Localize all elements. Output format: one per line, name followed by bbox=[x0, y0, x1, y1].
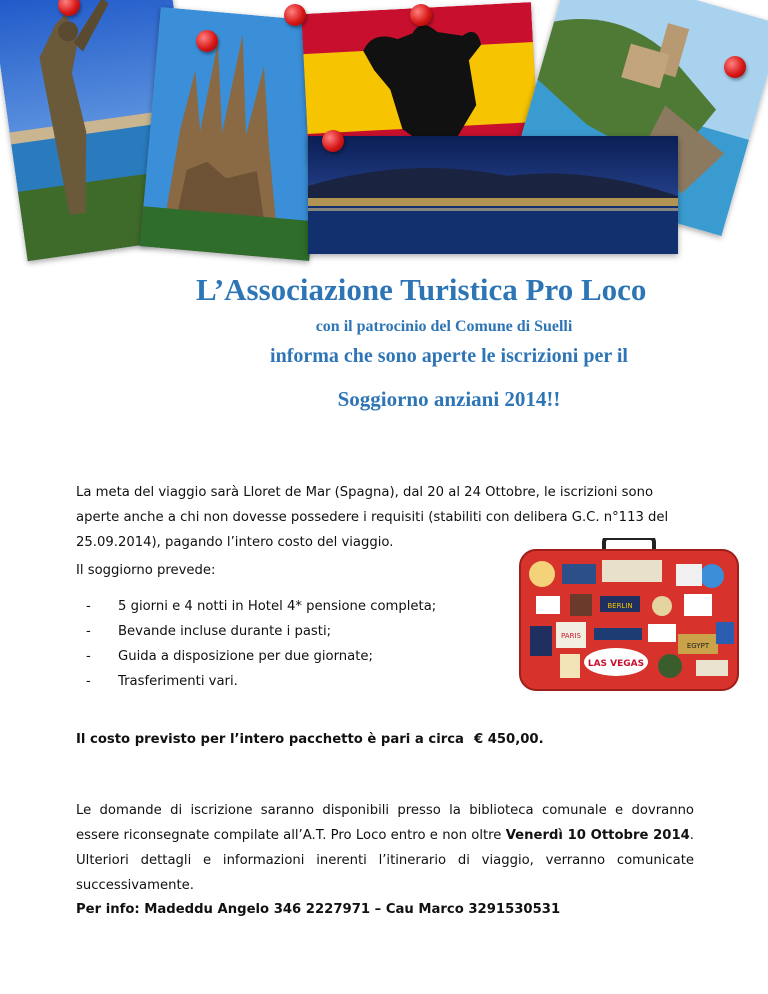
registration-text-end: . Ulteriori dettagli e informazioni inerenti l’itinerario di viaggio, verranno comunicate successivamente. bbox=[76, 828, 694, 893]
list-item-text: 5 giorni e 4 notti in Hotel 4* pensione completa; bbox=[118, 599, 437, 614]
announce-text: informa che sono aperte le iscrizioni per il bbox=[270, 345, 628, 367]
includes-intro: Il soggiorno prevede: bbox=[76, 563, 216, 578]
sticker-paris: PARIS bbox=[561, 632, 581, 640]
patronage-text: con il patrocinio del Comune di Suelli bbox=[315, 318, 573, 335]
night-city-photo bbox=[308, 136, 678, 254]
list-item-text: Trasferimenti vari. bbox=[118, 674, 238, 689]
list-item: - Trasferimenti vari. bbox=[86, 674, 238, 689]
cost-label: Il costo previsto per l’intero pacchetto è pari a circa bbox=[76, 732, 464, 747]
pushpin-icon bbox=[322, 130, 344, 152]
pushpin-icon bbox=[724, 56, 746, 78]
cost-amount: € 450,00. bbox=[473, 732, 544, 747]
sagrada-familia-photo bbox=[140, 7, 330, 261]
event-title: Soggiorno anziani 2014!! bbox=[337, 387, 561, 411]
list-item-text: Guida a disposizione per due giornate; bbox=[118, 649, 373, 664]
cost-line bbox=[76, 732, 544, 747]
contact-info: Per info: Madeddu Angelo 346 2227971 – Cau Marco 3291530531 bbox=[76, 902, 561, 917]
includes-list bbox=[76, 594, 436, 694]
sticker-egypt: EGYPT bbox=[686, 642, 710, 650]
list-item-text: Bevande incluse durante i pasti; bbox=[118, 624, 332, 639]
sticker-berlin: BERLIN bbox=[607, 602, 633, 610]
list-item: - Guida a disposizione per due giornate; bbox=[86, 649, 373, 664]
page-title: L’Associazione Turistica Pro Loco bbox=[196, 272, 647, 307]
pushpin-icon bbox=[284, 4, 306, 26]
pushpin-icon bbox=[196, 30, 218, 52]
photo-collage bbox=[0, 0, 768, 270]
registration-deadline: Venerdì 10 Ottobre 2014 bbox=[505, 828, 690, 843]
pushpin-icon bbox=[410, 4, 432, 26]
registration-paragraph bbox=[76, 798, 694, 898]
list-item: - 5 giorni e 4 notti in Hotel 4* pensione completa; bbox=[86, 599, 437, 614]
list-item: - Bevande incluse durante i pasti; bbox=[86, 624, 332, 639]
intro-paragraph: La meta del viaggio sarà Lloret de Mar (Spagna), dal 20 al 24 Ottobre, le iscrizioni sono aperte anche a chi non dovesse possedere i requisiti (stabiliti con delibera G.C. n°113 del 25.09.2014), pagando l’intero costo del viaggio. bbox=[76, 485, 669, 550]
sticker-las-vegas: LAS VEGAS bbox=[587, 659, 645, 669]
suitcase-illustration bbox=[516, 538, 742, 692]
registration-text: Le domande di iscrizione saranno disponibili presso la biblioteca comunale e dovranno essere riconsegnate compilate all’A.T. Pro Loco entro e non oltre bbox=[76, 803, 694, 843]
